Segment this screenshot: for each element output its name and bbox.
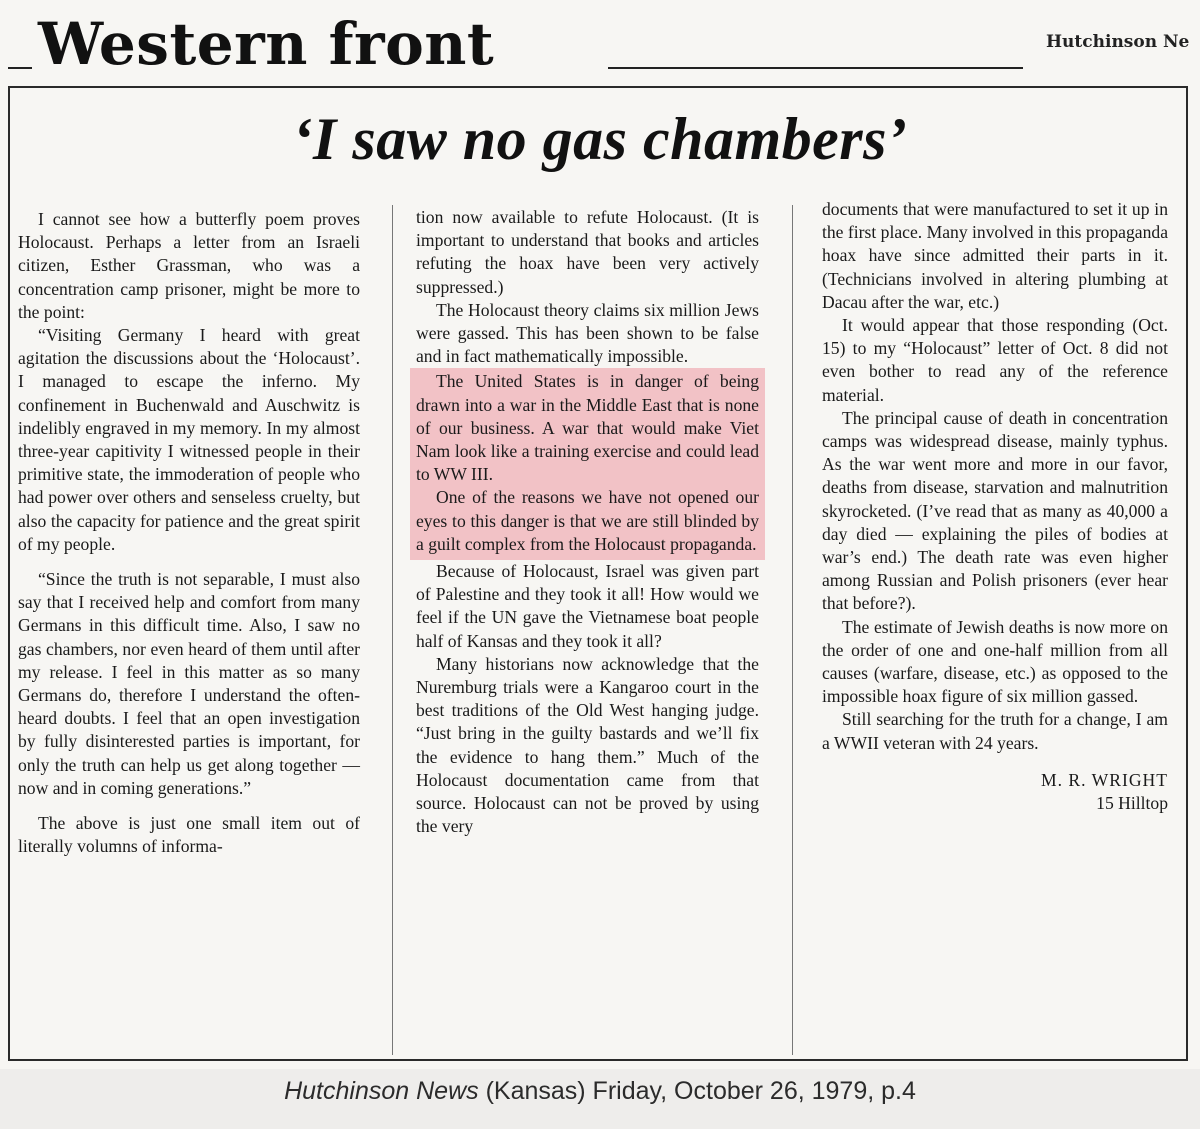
caption-details: (Kansas) Friday, October 26, 1979, p.4 bbox=[478, 1077, 916, 1105]
paragraph: “Visiting Germany I heard with great agitation the discussions about the ‘Holocaust’. I managed to escape the inferno. My confinement in Buchenwald and Auschwitz is indelibly engraved in my memory. In my almost three-year capitivity I witnessed people in their primitive state, the immoderation of people who had power over others and senseless cruelty, but also the capacity for patience and the great spirit of my people. bbox=[18, 325, 360, 554]
header-rule-right bbox=[608, 67, 1023, 69]
paragraph: It would appear that those responding (Oct. 15) to my “Holocaust” letter of Oct. 8 did not even bother to read any of the reference material. bbox=[822, 315, 1168, 405]
caption-publication: Hutchinson News bbox=[284, 1077, 479, 1105]
section-header bbox=[0, 12, 1200, 78]
paragraph: Many historians now acknowledge that the Nuremburg trials were a Kangaroo court in the best traditions of the Old West hanging judge. “Just bring in the guilty bastards and we’ll fix the evidence to hang them.” Much of the Holocaust documentation came from that source. Holocaust can not be proved by using the very bbox=[416, 653, 759, 837]
article-headline: ‘I saw no gas chambers’ bbox=[292, 106, 908, 172]
paragraph: The United States is in danger of being drawn into a war in the Middle East that is none of our business. A war that would make Viet Nam look like a training exercise and could lead to WW III. bbox=[416, 371, 759, 485]
paragraph: One of the reasons we have not opened our eyes to this danger is that we are still blinded by a guilt complex from the Holocaust propaganda. bbox=[416, 487, 759, 554]
paragraph: I cannot see how a butterfly poem proves Holocaust. Perhaps a letter from an Israeli citizen, Esther Grassman, who was a concentration camp prisoner, might be more to the point: bbox=[18, 209, 360, 322]
author-address: 15 Hilltop bbox=[1096, 792, 1168, 813]
section-title: Western front bbox=[38, 10, 495, 78]
column-divider-1 bbox=[392, 205, 393, 1055]
source-caption bbox=[0, 1077, 1200, 1106]
paragraph: Because of Holocaust, Israel was given part of Palestine and they took it all! How would we feel if the UN gave the Vietnamese boat people half of Kansas and they took it all? bbox=[416, 561, 759, 651]
paragraph: The principal cause of death in concentration camps was widespread disease, mainly typhus. As the war went more and more in our favor, deaths from disease, starvation and malnutrition skyrocketed. (I’ve read that as many as 40,000 a day died — explaining the piles of bodies at war’s end.) The death rate was even higher among Russian and Polish prisoners (ever hear that before?). bbox=[822, 407, 1168, 614]
paragraph: tion now available to refute Holocaust. (It is important to understand that books and articles refuting the hoax have been very actively suppressed.) bbox=[416, 207, 759, 297]
newspaper-name: Hutchinson Ne bbox=[1046, 32, 1190, 52]
header-rule-left bbox=[8, 67, 32, 69]
article-column-2 bbox=[416, 206, 759, 838]
column-divider-2 bbox=[792, 205, 793, 1055]
article-column-1 bbox=[18, 208, 360, 858]
paragraph: documents that were manufactured to set it up in the first place. Many involved in this propaganda hoax have since admitted their parts in it. (Technicians involved in altering plumbing at Dacau after the war, etc.) bbox=[822, 199, 1168, 312]
paragraph: Still searching for the truth for a change, I am a WWII veteran with 24 years. bbox=[822, 709, 1168, 753]
article-column-3 bbox=[822, 198, 1168, 815]
author-name: M. R. WRIGHT bbox=[1040, 769, 1168, 790]
paragraph: The estimate of Jewish deaths is now more on the order of one and one-half million from all causes (warfare, disease, etc.) as opposed to the impossible hoax figure of six million gassed. bbox=[822, 616, 1168, 707]
author-signature bbox=[822, 769, 1168, 815]
paragraph: The above is just one small item out of literally volumns of informa- bbox=[18, 813, 360, 857]
paragraph: The Holocaust theory claims six million Jews were gassed. This has been shown to be false and in fact mathematically impossible. bbox=[416, 299, 759, 367]
paragraph: “Since the truth is not separable, I must also say that I received help and comfort from many Germans in this difficult time. Also, I saw no gas chambers, nor even heard of them until after my release. I feel in this matter as so many Germans do, therefore I understand the often-heard doubts. I feel that an open investigation by fully disinterested parties is important, for only the truth can help us get along together — now and in coming generations.” bbox=[18, 569, 360, 798]
highlighted-passage bbox=[410, 368, 765, 560]
